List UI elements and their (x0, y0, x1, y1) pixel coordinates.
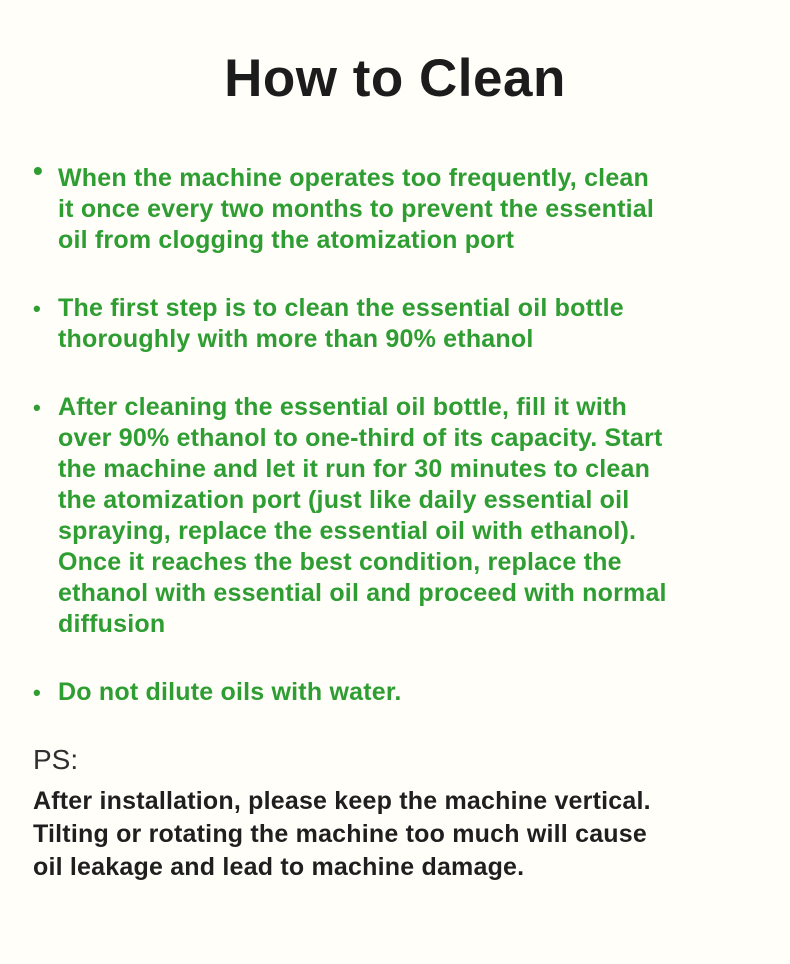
bullet-line: the atomization port (just like daily essential oil (58, 486, 630, 514)
bullet-icon: • (33, 296, 41, 321)
ps-line: After installation, please keep the machine vertical. (33, 787, 651, 815)
content-area (0, 105, 790, 884)
bullet-line: When the machine operates too frequently, clean (58, 164, 649, 192)
list-item (33, 293, 760, 355)
bullet-icon: • (33, 155, 43, 186)
bullet-text (58, 293, 624, 355)
ps-text (33, 785, 760, 884)
bullet-icon: • (33, 395, 41, 420)
bullet-line: it once every two months to prevent the essential (58, 195, 655, 223)
bullet-line: thoroughly with more than 90% ethanol (58, 325, 534, 353)
bullet-line: over 90% ethanol to one-third of its capacity. Start (58, 424, 663, 452)
ps-line: oil leakage and lead to machine damage. (33, 853, 525, 881)
bullet-text (58, 677, 402, 708)
ps-line: Tilting or rotating the machine too much will cause (33, 820, 647, 848)
bullet-line: diffusion (58, 610, 166, 638)
bullet-line: After cleaning the essential oil bottle, fill it with (58, 393, 627, 421)
instructions-list (33, 155, 760, 708)
bullet-line: Once it reaches the best condition, replace the (58, 548, 622, 576)
ps-note (33, 745, 760, 884)
bullet-icon: • (33, 680, 41, 705)
bullet-line: spraying, replace the essential oil with ethanol). (58, 517, 637, 545)
list-item (33, 677, 760, 708)
bullet-text (58, 163, 654, 256)
list-item (33, 155, 760, 256)
ps-label: PS: (33, 744, 79, 775)
bullet-line: ethanol with essential oil and proceed with normal (58, 579, 667, 607)
list-item (33, 392, 760, 640)
bullet-text (58, 392, 667, 640)
bullet-line: Do not dilute oils with water. (58, 678, 402, 706)
bullet-line: oil from clogging the atomization port (58, 226, 515, 254)
page-title: How to Clean (224, 49, 566, 108)
bullet-line: The first step is to clean the essential oil bottle (58, 294, 624, 322)
bullet-line: the machine and let it run for 30 minutes to clean (58, 455, 651, 483)
